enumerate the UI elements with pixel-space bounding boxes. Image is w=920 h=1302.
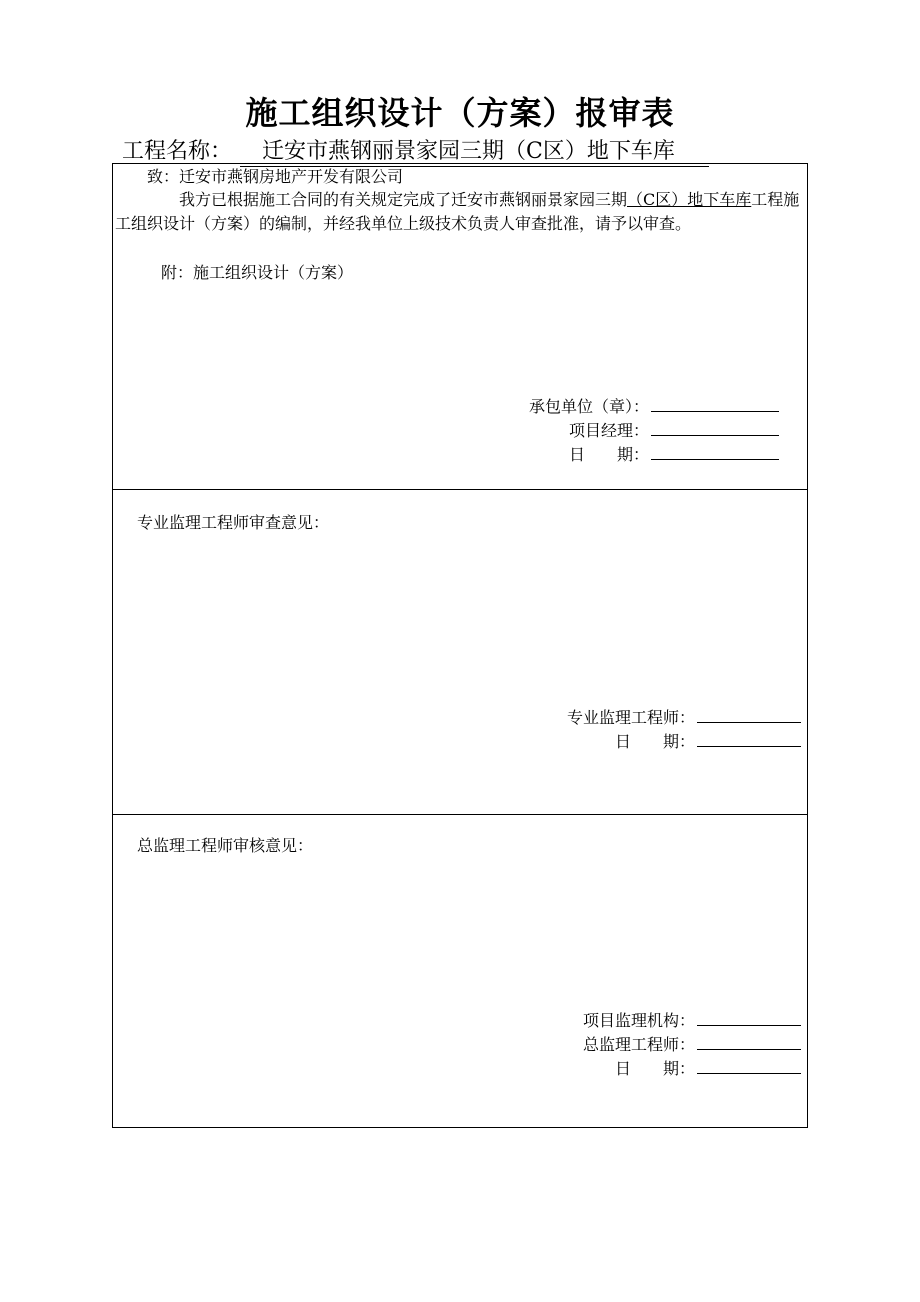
chief-heading: 总监理工程师审核意见： [137,836,314,855]
contractor-date-row [569,442,779,465]
project-name-field[interactable]: 迁安市燕钢丽景家园三期（C区）地下车库 [240,138,709,167]
specialist-review-section [113,490,807,815]
attachment-line: 附：施工组织设计（方案） [161,263,354,282]
contractor-signature-row [529,394,779,417]
review-form [112,163,808,1128]
recipient-line: 致：迁安市燕钢房地产开发有限公司 [147,167,404,186]
chief-signature-row [583,1032,801,1055]
manager-field[interactable] [651,421,779,436]
specialist-heading: 专业监理工程师审查意见： [137,513,330,532]
specialist-label: 专业监理工程师： [566,708,695,727]
paragraph-end: 工程施工组织设计（方案）的编制，并经我单位上级技术负责人审查批准，请予以审查。 [115,190,800,233]
supervision-org-label: 项目监理机构： [582,1011,695,1030]
page-title: 施工组织设计（方案）报审表 [245,94,675,132]
chief-review-section [113,815,807,1127]
submission-section [113,164,807,490]
paragraph-start: 我方已根据施工合同的有关规定完成了迁安市燕钢丽景家园三期 [179,190,628,209]
specialist-field[interactable] [697,708,801,723]
chief-field[interactable] [697,1035,801,1050]
contractor-date-field[interactable] [651,445,779,460]
chief-date-row [615,1056,801,1079]
contractor-unit-label: 承包单位（章）： [528,397,649,416]
project-label: 工程名称： [122,139,233,164]
paragraph-project: （C区）地下车库 [627,190,752,209]
chief-label: 总监理工程师： [582,1035,695,1054]
specialist-date-row [615,729,801,752]
manager-signature-row [569,418,779,441]
manager-label: 项目经理： [568,421,649,440]
submission-paragraph [115,188,805,236]
specialist-signature-row [567,705,801,728]
supervision-org-field[interactable] [697,1011,801,1026]
contractor-date-label: 日 期： [568,445,649,464]
chief-date-field[interactable] [697,1059,801,1074]
chief-date-label: 日 期： [614,1059,695,1078]
contractor-unit-field[interactable] [651,397,779,412]
supervision-org-row [583,1008,801,1031]
specialist-date-field[interactable] [697,732,801,747]
specialist-date-label: 日 期： [614,732,695,751]
